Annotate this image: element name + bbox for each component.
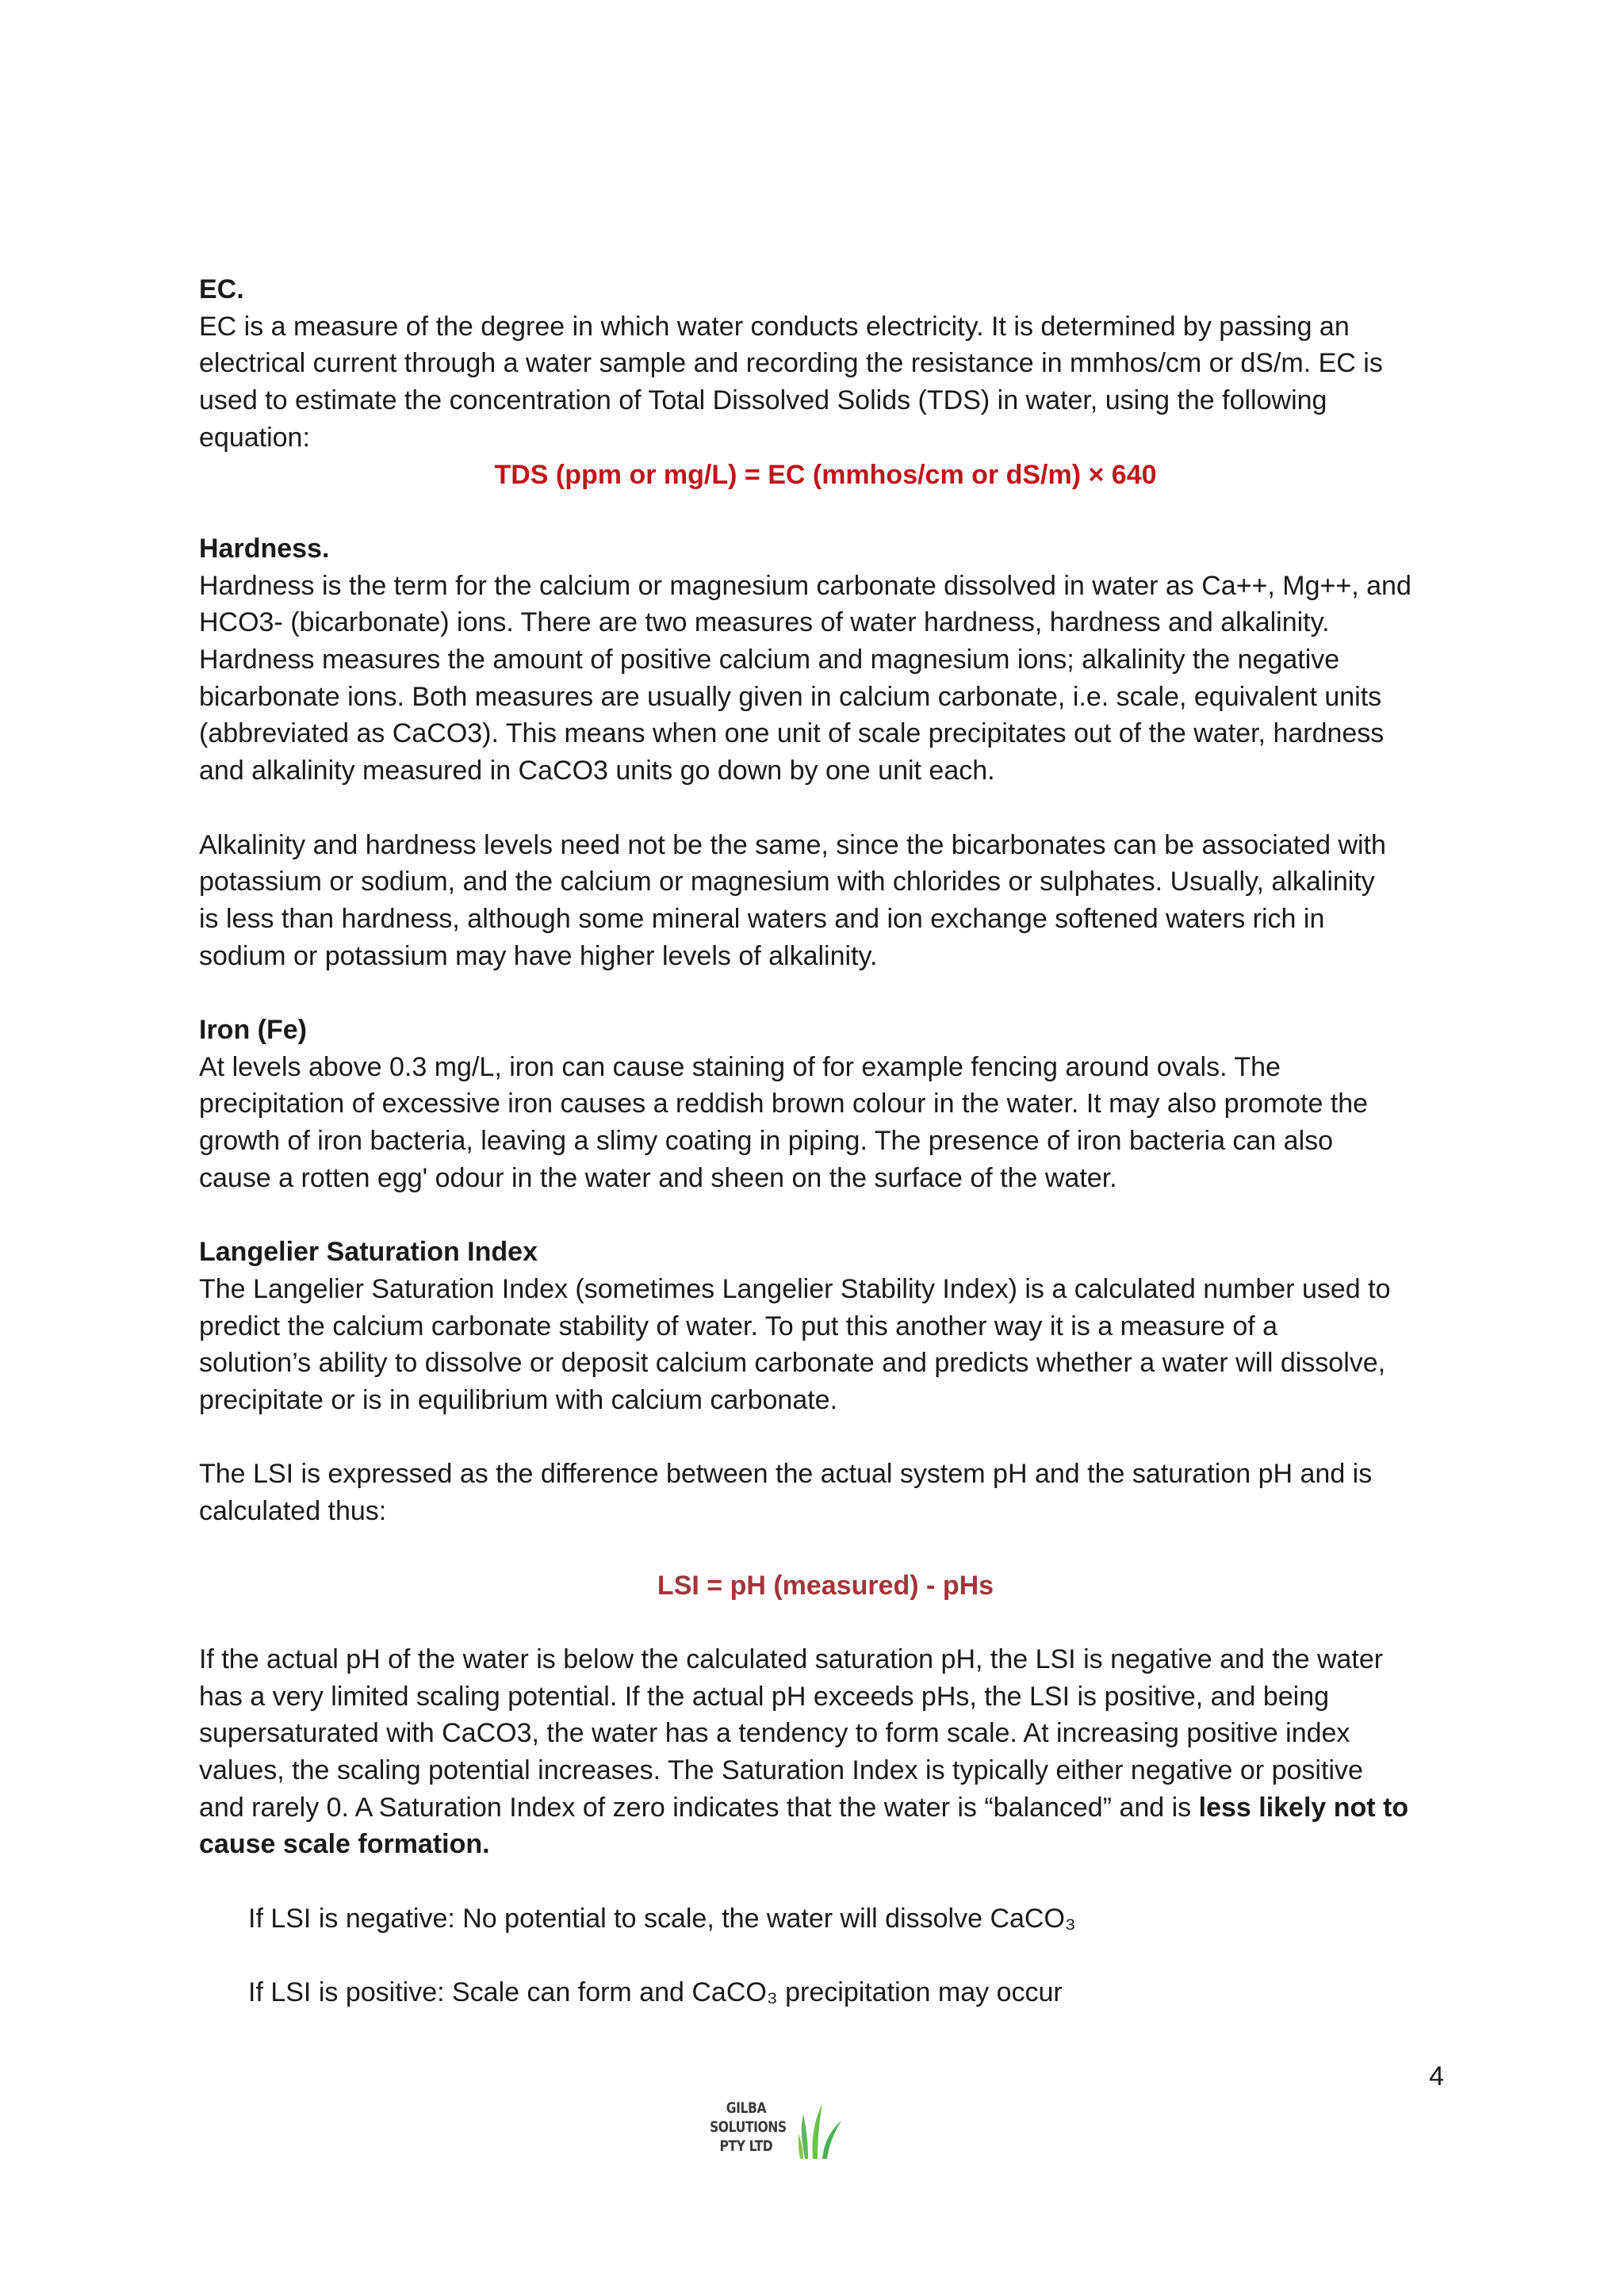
iron-line-4: cause a rotten egg' odour in the water and sheen on the surface of the water. [199, 1162, 1117, 1193]
spacer [199, 790, 1452, 827]
lsi-formula: LSI = pH (measured) - pHs [657, 1570, 994, 1601]
lsi-detail-line-2: has a very limited scaling potential. If the actual pH exceeds pHs, the LSI is positive, and being [199, 1681, 1330, 1712]
lsi-line-1: The Langelier Saturation Index (sometimes Langelier Stability Index) is a calculated number used to [199, 1273, 1391, 1304]
iron-line-1: At levels above 0.3 mg/L, iron can cause staining of for example fencing around ovals. The [199, 1051, 1281, 1082]
spacer [199, 1419, 1452, 1456]
iron-line-3: growth of iron bacteria, leaving a slimy coating in piping. The presence of iron bacteria can also [199, 1126, 1334, 1157]
lsi-negative-note: If LSI is negative: No potential to scale, the water will dissolve CaCO₃ [248, 1903, 1076, 1934]
alkalinity-line-2: potassium or sodium, and the calcium or magnesium with chlorides or sulphates. Usually, alkalinity [199, 867, 1375, 897]
ec-line-2: electrical current through a water sample and recording the resistance in mmhos/cm or dS/m. EC is [199, 348, 1383, 379]
lsi-expr-line-2: calculated thus: [199, 1496, 387, 1527]
hardness-line-2: HCO3- (bicarbonate) ions. There are two measures of water hardness, hardness and alkalinity. [199, 607, 1330, 638]
page-content [199, 271, 1452, 2011]
spacer [199, 1863, 1452, 1900]
hardness-line-5: (abbreviated as CaCO3). This means when one unit of scale precipitates out of the water, hardness [199, 718, 1385, 749]
ec-line-1: EC is a measure of the degree in which water conducts electricity. It is determined by passing an [199, 311, 1350, 342]
logo-line-3: PTY LTD [719, 2137, 773, 2155]
lsi-detail-bold-line: cause scale formation. [199, 1829, 490, 1860]
ec-line-4: equation: [199, 422, 310, 453]
grass-icon [799, 2097, 846, 2160]
company-logo [710, 2097, 852, 2168]
lsi-expr-line-1: The LSI is expressed as the difference between the actual system pH and the saturation pH and is [199, 1459, 1373, 1490]
lsi-line-3: solution’s ability to dissolve or deposit calcium carbonate and predicts whether a water will dissolve, [199, 1348, 1386, 1379]
lsi-detail-line-5 [199, 1789, 1452, 1827]
alkalinity-line-4: sodium or potassium may have higher levels of alkalinity. [199, 940, 878, 971]
lsi-heading: Langelier Saturation Index [199, 1237, 538, 1268]
iron-heading: Iron (Fe) [199, 1015, 307, 1046]
lsi-detail-line-4: values, the scaling potential increases. The Saturation Index is typically either negative or positive [199, 1755, 1363, 1786]
lsi-detail-line-3: supersaturated with CaCO3, the water has a tendency to form scale. At increasing positive index [199, 1718, 1350, 1749]
tds-formula: TDS (ppm or mg/L) = EC (mmhos/cm or dS/m) × 640 [494, 459, 1157, 490]
alkalinity-line-1: Alkalinity and hardness levels need not be the same, since the bicarbonates can be associated with [199, 829, 1386, 860]
spacer [199, 974, 1452, 1012]
page-number: 4 [1429, 2061, 1444, 2091]
hardness-line-4: bicarbonate ions. Both measures are usually given in calcium carbonate, i.e. scale, equivalent units [199, 681, 1382, 712]
hardness-line-3: Hardness measures the amount of positive calcium and magnesium ions; alkalinity the negative [199, 645, 1340, 675]
lsi-line-2: predict the calcium carbonate stability of water. To put this another way it is a measure of a [199, 1311, 1278, 1341]
lsi-detail-line-1: If the actual pH of the water is below the calculated saturation pH, the LSI is negative and the water [199, 1644, 1384, 1674]
spacer [199, 1938, 1452, 1975]
logo-line-2: SOLUTIONS [710, 2118, 787, 2136]
logo-line-1: GILBA [726, 2099, 767, 2117]
alkalinity-line-3: is less than hardness, although some mineral waters and ion exchange softened waters rich in [199, 903, 1325, 934]
spacer [199, 1197, 1452, 1234]
spacer [199, 493, 1452, 530]
ec-line-3: used to estimate the concentration of Total Dissolved Solids (TDS) in water, using the following [199, 385, 1327, 416]
spacer [199, 1604, 1452, 1641]
ec-heading: EC. [199, 274, 244, 304]
spacer [199, 1530, 1452, 1567]
lsi-detail-bold: less likely not to [1198, 1792, 1409, 1823]
logo-wordmark [710, 2099, 787, 2156]
lsi-line-4: precipitate or is in equilibrium with calcium carbonate. [199, 1385, 838, 1416]
hardness-heading: Hardness. [199, 533, 330, 564]
iron-line-2: precipitation of excessive iron causes a reddish brown colour in the water. It may also promote the [199, 1089, 1369, 1119]
lsi-detail-plain: and rarely 0. A Saturation Index of zero indicates that the water is “balanced” and is [199, 1792, 1199, 1823]
hardness-line-6: and alkalinity measured in CaCO3 units go down by one unit each. [199, 756, 995, 786]
hardness-line-1: Hardness is the term for the calcium or magnesium carbonate dissolved in water as Ca++, Mg++, and [199, 570, 1411, 601]
lsi-positive-note: If LSI is positive: Scale can form and CaCO₃ precipitation may occur [248, 1977, 1063, 2008]
